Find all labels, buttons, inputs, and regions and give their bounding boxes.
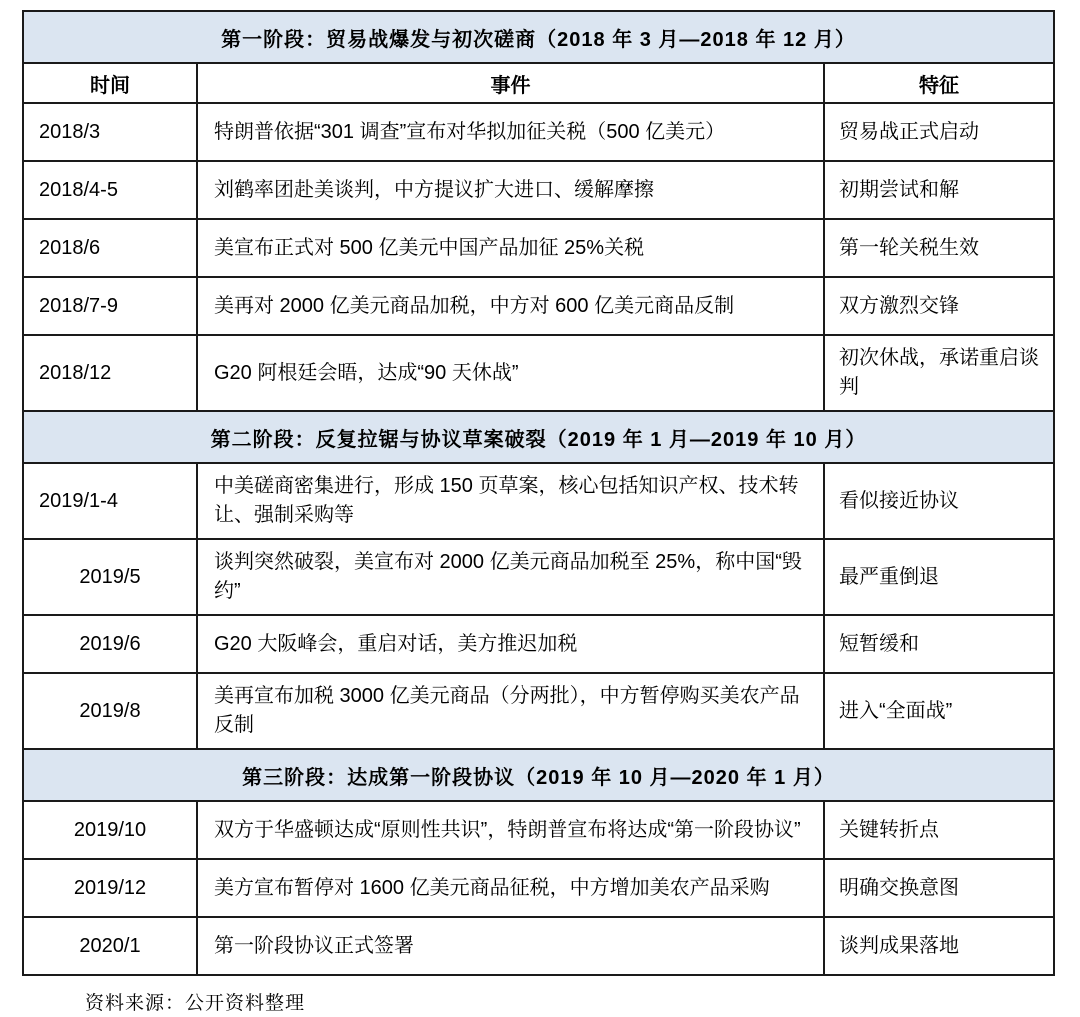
section-header-row — [23, 411, 1054, 463]
time-cell: 2019/5 — [23, 539, 197, 615]
column-header-row — [23, 63, 1054, 103]
event-cell: 美方宣布暂停对 1600 亿美元商品征税，中方增加美农产品采购 — [197, 859, 824, 917]
feature-cell: 明确交换意图 — [824, 859, 1054, 917]
feature-cell: 初期尝试和解 — [824, 161, 1054, 219]
table-row — [23, 161, 1054, 219]
time-cell: 2019/1-4 — [23, 463, 197, 539]
event-cell: 谈判突然破裂，美宣布对 2000 亿美元商品加税至 25%，称中国“毁约” — [197, 539, 824, 615]
event-cell: 第一阶段协议正式签署 — [197, 917, 824, 975]
time-cell: 2020/1 — [23, 917, 197, 975]
table-row — [23, 859, 1054, 917]
feature-cell: 关键转折点 — [824, 801, 1054, 859]
feature-cell: 贸易战正式启动 — [824, 103, 1054, 161]
feature-cell: 初次休战，承诺重启谈判 — [824, 335, 1054, 411]
table-row — [23, 219, 1054, 277]
table-row — [23, 917, 1054, 975]
section-title: 第三阶段：达成第一阶段协议（2019 年 10 月—2020 年 1 月） — [23, 749, 1054, 801]
source-note: 资料来源：公开资料整理 — [85, 993, 306, 1014]
time-cell: 2019/10 — [23, 801, 197, 859]
section-header-row — [23, 749, 1054, 801]
trade-war-timeline-table — [22, 10, 1055, 976]
section-title: 第一阶段：贸易战爆发与初次磋商（2018 年 3 月—2018 年 12 月） — [23, 11, 1054, 63]
table-row — [23, 277, 1054, 335]
time-cell: 2018/3 — [23, 103, 197, 161]
time-cell: 2019/12 — [23, 859, 197, 917]
table-row — [23, 673, 1054, 749]
column-header-feature: 特征 — [824, 63, 1054, 103]
column-header-event: 事件 — [197, 63, 824, 103]
time-cell: 2018/6 — [23, 219, 197, 277]
time-cell: 2019/6 — [23, 615, 197, 673]
table-row — [23, 801, 1054, 859]
feature-cell: 最严重倒退 — [824, 539, 1054, 615]
event-cell: 美再对 2000 亿美元商品加税，中方对 600 亿美元商品反制 — [197, 277, 824, 335]
feature-cell: 看似接近协议 — [824, 463, 1054, 539]
event-cell: 刘鹤率团赴美谈判，中方提议扩大进口、缓解摩擦 — [197, 161, 824, 219]
table-row — [23, 463, 1054, 539]
event-cell: 中美磋商密集进行，形成 150 页草案，核心包括知识产权、技术转让、强制采购等 — [197, 463, 824, 539]
event-cell: 美再宣布加税 3000 亿美元商品（分两批），中方暂停购买美农产品反制 — [197, 673, 824, 749]
time-cell: 2018/4-5 — [23, 161, 197, 219]
table-row — [23, 103, 1054, 161]
table-body — [23, 11, 1054, 975]
event-cell: G20 阿根廷会晤，达成“90 天休战” — [197, 335, 824, 411]
section-title: 第二阶段：反复拉锯与协议草案破裂（2019 年 1 月—2019 年 10 月） — [23, 411, 1054, 463]
event-cell: G20 大阪峰会，重启对话，美方推迟加税 — [197, 615, 824, 673]
feature-cell: 进入“全面战” — [824, 673, 1054, 749]
table-row — [23, 615, 1054, 673]
table-row — [23, 539, 1054, 615]
event-cell: 双方于华盛顿达成“原则性共识”，特朗普宣布将达成“第一阶段协议” — [197, 801, 824, 859]
event-cell: 特朗普依据“301 调查”宣布对华拟加征关税（500 亿美元） — [197, 103, 824, 161]
time-cell: 2018/7-9 — [23, 277, 197, 335]
feature-cell: 谈判成果落地 — [824, 917, 1054, 975]
event-cell: 美宣布正式对 500 亿美元中国产品加征 25%关税 — [197, 219, 824, 277]
time-cell: 2018/12 — [23, 335, 197, 411]
table-row — [23, 335, 1054, 411]
column-header-time: 时间 — [23, 63, 197, 103]
time-cell: 2019/8 — [23, 673, 197, 749]
section-header-row — [23, 11, 1054, 63]
feature-cell: 双方激烈交锋 — [824, 277, 1054, 335]
feature-cell: 短暂缓和 — [824, 615, 1054, 673]
feature-cell: 第一轮关税生效 — [824, 219, 1054, 277]
